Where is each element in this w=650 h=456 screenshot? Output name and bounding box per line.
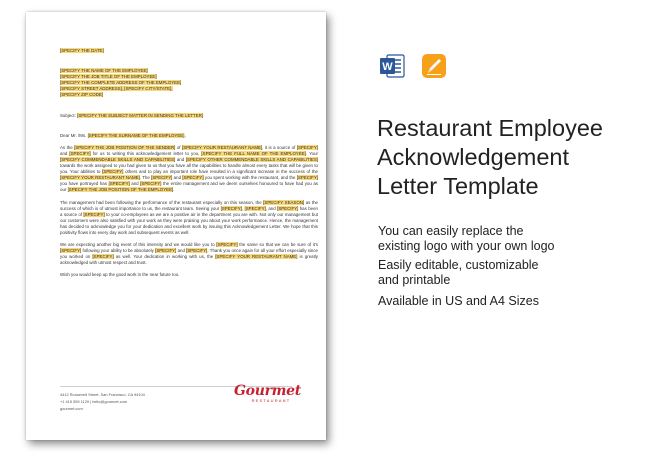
recipient-street-city: [SPECIFY STREET ADDRESS], [SPECIFY CITY/STATE], bbox=[60, 86, 173, 92]
recipient-address: [SPECIFY THE COMPLETE ADDRESS OF THE EMPLOYEE] bbox=[60, 80, 182, 86]
letter-document bbox=[26, 12, 326, 440]
footer-address: 4412 Roosevelt Street, San Francisco, CA 94104 bbox=[60, 392, 145, 397]
feature-editable: Easily editable, customizable and printable bbox=[378, 258, 539, 287]
paragraph-3: We are expecting another big event of this intensity and we would like you to [SPECIFY] the same so that we can be sure of it's [SPECIFY] following your ability to be absolutely [SPECIFY] and [SPECIFY]. Thank you once again for all your effort especially since you worked on [SPECIFY] as well. Your dedication in working with us, the [SPECIFY YOUR RESTAURANT NAME] is greatly acknowledged with utmost respect and trust. bbox=[60, 242, 319, 266]
paragraph-1: As the [SPECIFY THE JOB POSITION OF THE SENDER] of [SPECIFY YOUR RESTAURANT NAME], it is a source of [SPECIFY] and [SPECIFY] for us to writing this acknowledgement letter to you, [SPECIFY THE FULL NAME OF THE EMPLOYEE]. Your [SPECIFY COMMENDABLE SKILLS AND CAPABILITIES] and [SPECIFY OTHER COMMENDABLE SKILLS AND CAPABILITIES] towards the work assigned to you had given to us that you have all the capabilities to handle almost every tasks that will be given to you. Your abilities to [SPECIFY] others and to play an important role have resulted in a significant increase in the success of the [SPECIFY YOUR RESTAURANT NAME]. The [SPECIFY] and [SPECIFY] you spent working with the restaurant, and the [SPECIFY] you have portrayed has [SPECIFY] and [SPECIFY] the entire management and we deem ourselves honoured to have had you as our [SPECIFY THE JOB POSITION OF THE EMPLOYEE]. bbox=[60, 144, 319, 193]
feature-sizes: Available in US and A4 Sizes bbox=[378, 294, 539, 308]
word-icon[interactable] bbox=[379, 53, 405, 79]
recipient-name: [SPECIFY THE NAME OF THE EMPLOYEE] bbox=[60, 68, 148, 74]
subject-line: Subject: [SPECIFY THE SUBJECT MATTER IN SENDING THE LETTER] bbox=[60, 112, 204, 118]
letter-body bbox=[60, 48, 318, 279]
svg-text:W: W bbox=[382, 61, 393, 73]
recipient-job-title: [SPECIFY THE JOB TITLE OF THE EMPLOYEE] bbox=[60, 74, 157, 80]
product-title: Restaurant Employee Acknowledgement Letter Template bbox=[377, 115, 603, 199]
letter-footer bbox=[60, 391, 145, 412]
salutation: Dear Mr. /Ms. [SPECIFY THE SURNAME OF THE EMPLOYEE], bbox=[60, 132, 186, 138]
feature-replace-logo: You can easily replace the existing logo with your own logo bbox=[378, 224, 555, 253]
recipient-block bbox=[60, 68, 318, 98]
gourmet-logo bbox=[234, 383, 301, 403]
closing-line: Wish you would keep up the good work in the near future too. bbox=[60, 272, 180, 278]
footer-phone: +1 415 559 1129 | hello@gourmet.com bbox=[60, 399, 128, 404]
letter-date: [SPECIFY THE DATE] bbox=[60, 48, 104, 53]
logo-subtitle: RESTAURANT bbox=[251, 398, 291, 403]
logo-wordmark: Gourmet bbox=[234, 383, 301, 399]
footer-website: gourmet.com bbox=[60, 406, 83, 411]
paragraph-2: The management had been following the performance of the restaurant especially on this season, the [SPECIFY SEASON] as the success of which is of utmost importance to us, the restaurant team. Seeing your [SPECIFY], [SPECIFY], and [SPECIFY] has been a source of [SPECIFY] to your co-employees as we are a positive air in the department you are with. Not only our management but our customers were also satisfied with your work as they were praising you about your work performance. Hence, the management has decided to acknowledge you for your dedication and excellent work by issuing this Acknowledgement Letter. We hope that this positivity flows into every day work and subsequent events as well. bbox=[60, 199, 318, 235]
pages-icon[interactable] bbox=[421, 53, 447, 79]
recipient-zip: [SPECIFY ZIP CODE] bbox=[60, 92, 104, 98]
